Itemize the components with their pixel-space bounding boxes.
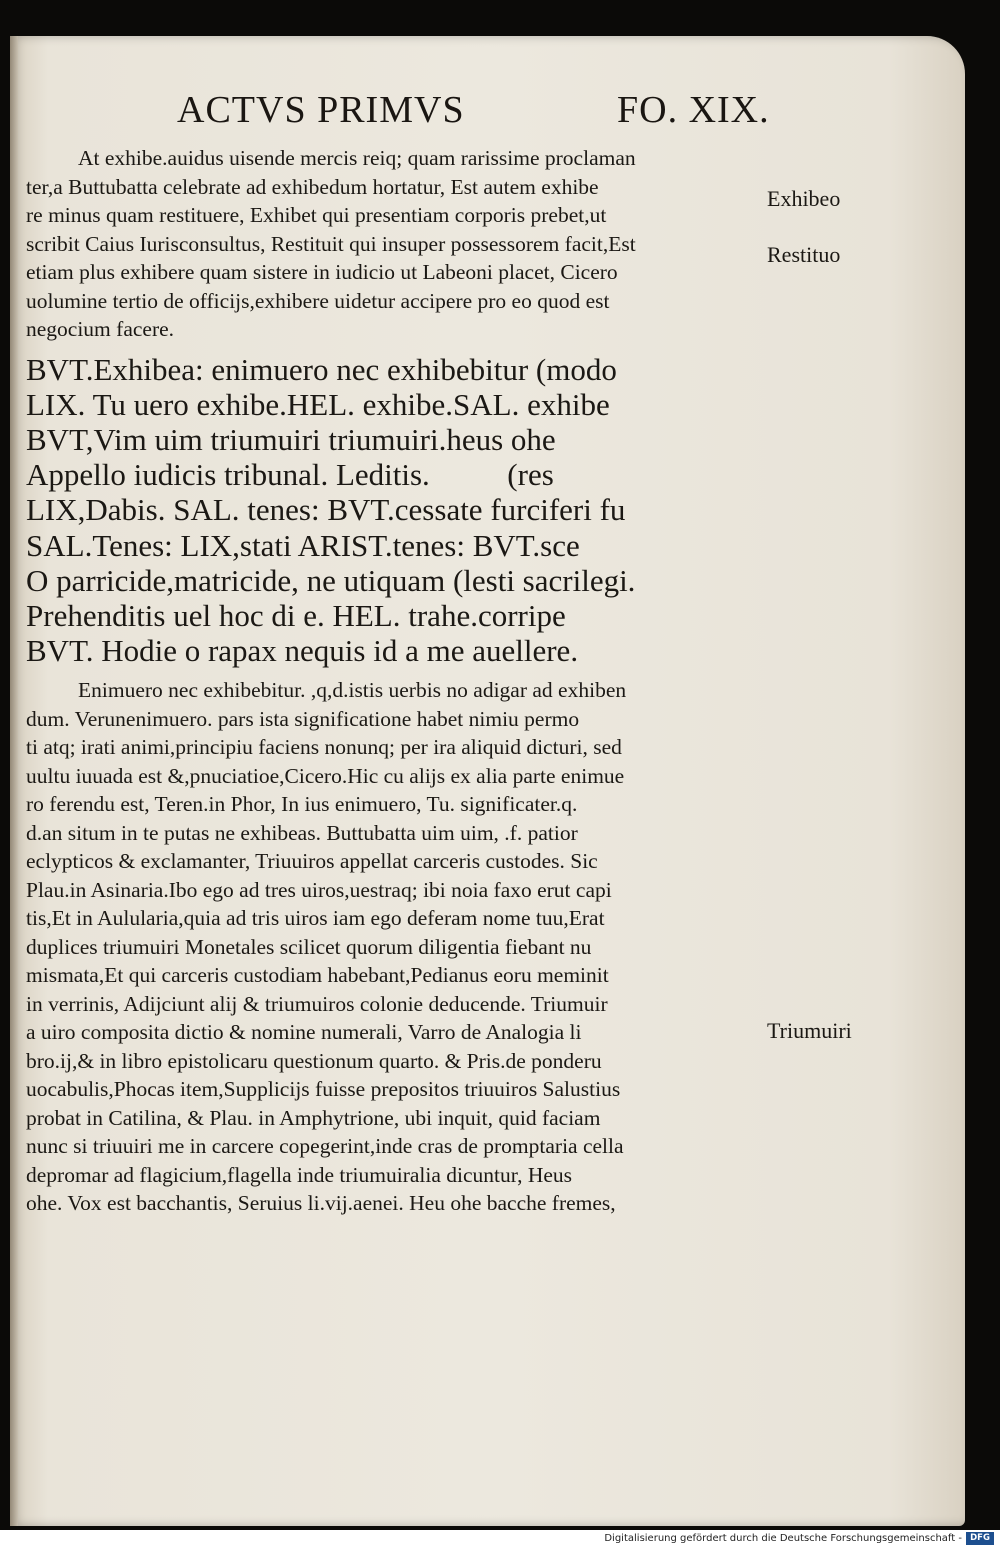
verse-line: Prehenditis uel hoc di e. HEL. trahe.corripe <box>26 597 566 633</box>
text-line: uultu iuuada est &,pnuciatioe,Cicero.Hic cu alijs ex alia parte enimue <box>26 763 625 788</box>
margin-note-restituo: Restituo <box>767 242 841 267</box>
funding-credit: Digitalisierung gefördert durch die Deutsche Forschungsgemeinschaft - <box>604 1533 962 1544</box>
running-head-title: ACTVS PRIMVS <box>177 89 465 131</box>
page-gutter <box>10 36 18 1526</box>
text-line: At exhibe.auidus uisende mercis reiq; quam rarissime proclaman <box>78 146 636 170</box>
text-block <box>26 144 746 1218</box>
verse-line: Appello iudicis tribunal. Leditis. (res <box>26 457 554 493</box>
folio-number: FO. XIX. <box>617 89 770 131</box>
text-line: a uiro composita dictio & nomine numerali, Varro de Analogia li <box>26 1020 582 1045</box>
text-line: scribit Caius Iurisconsultus, Restituit qui insuper possessorem facit,Est <box>26 231 636 256</box>
text-line: probat in Catilina, & Plau. in Amphytrione, ubi inquit, quid faciam <box>26 1105 601 1130</box>
text-line: tis,Et in Aulularia,quia ad tris uiros iam ego deferam nome tuu,Erat <box>26 906 605 931</box>
text-line: ti atq; irati animi,principiu faciens nonunq; per ira aliquid dicturi, sed <box>26 735 622 760</box>
commentary-paragraph-1 <box>26 144 746 344</box>
text-line: depromar ad flagicium,flagella inde triumuiralia dicuntur, Heus <box>26 1162 573 1187</box>
text-line: re minus quam restituere, Exhibet qui presentiam corporis prebet,ut <box>26 203 607 227</box>
text-line: ohe. Vox est bacchantis, Seruius li.vij.aenei. Heu ohe bacche fremes, <box>26 1191 616 1216</box>
verse-line: SAL.Tenes: LIX,stati ARIST.tenes: BVT.sce <box>26 527 580 563</box>
text-line: d.an situm in te putas ne exhibeas. Buttubatta uim uim, .f. patior <box>26 820 578 845</box>
margin-note-triumuiri: Triumuiri <box>767 1018 852 1043</box>
commentary-paragraph-2 <box>26 676 746 1218</box>
text-line: Plau.in Asinaria.Ibo ego ad tres uiros,uestraq; ibi noia faxo erut capi <box>26 877 612 902</box>
text-line: uolumine tertio de officijs,exhibere uidetur accipere pro eo quod est <box>26 288 610 313</box>
text-line: nunc si triuuiri me in carcere copegerint,inde cras de promptaria cella <box>26 1134 624 1159</box>
text-line: uocabulis,Phocas item,Supplicijs fuisse prepositos triuuiros Salustius <box>26 1077 621 1102</box>
play-verse <box>26 352 746 669</box>
text-line: mismata,Et qui carceris custodiam habebant,Pedianus eoru meminit <box>26 963 609 988</box>
text-line: ro ferendu est, Teren.in Phor, In ius enimuero, Tu. significater.q. <box>26 792 578 817</box>
text-line: etiam plus exhibere quam sistere in iudicio ut Labeoni placet, Cicero <box>26 260 618 284</box>
book-page <box>10 36 965 1526</box>
dfg-logo-icon: DFG <box>966 1532 994 1545</box>
text-line: Enimuero nec exhibebitur. ,q,d.istis uerbis no adigar ad exhiben <box>78 678 627 703</box>
text-line: negocium facere. <box>26 317 175 341</box>
verse-line: BVT,Vim uim triumuiri triumuiri.heus ohe <box>26 421 556 457</box>
verse-line: BVT. Hodie o rapax nequis id a me auellere. <box>26 633 579 669</box>
verse-line: LIX. Tu uero exhibe.HEL. exhibe.SAL. exhibe <box>26 386 610 422</box>
verse-line: LIX,Dabis. SAL. tenes: BVT.cessate furciferi fu <box>26 492 626 528</box>
text-line: in verrinis, Adijciunt alij & triumuiros colonie deducende. Triumuir <box>26 991 608 1016</box>
text-line: dum. Verunenimuero. pars ista significatione habet nimiu permo <box>26 706 580 731</box>
verse-line: BVT.Exhibea: enimuero nec exhibebitur (modo <box>26 351 617 387</box>
text-line: bro.ij,& in libro epistolicaru questionum quarto. & Pris.de ponderu <box>26 1048 602 1073</box>
margin-note-exhibeo: Exhibeo <box>767 186 841 211</box>
text-line: ter,a Buttubatta celebrate ad exhibedum hortatur, Est autem exhibe <box>26 174 599 199</box>
verse-line: O parricide,matricide, ne utiquam (lesti sacrilegi. <box>26 562 636 598</box>
margin-notes <box>767 36 877 1526</box>
text-line: duplices triumuiri Monetales scilicet quorum diligentia fiebant nu <box>26 934 592 959</box>
text-line: eclypticos & exclamanter, Triuuiros appellat carceris custodes. Sic <box>26 849 598 874</box>
